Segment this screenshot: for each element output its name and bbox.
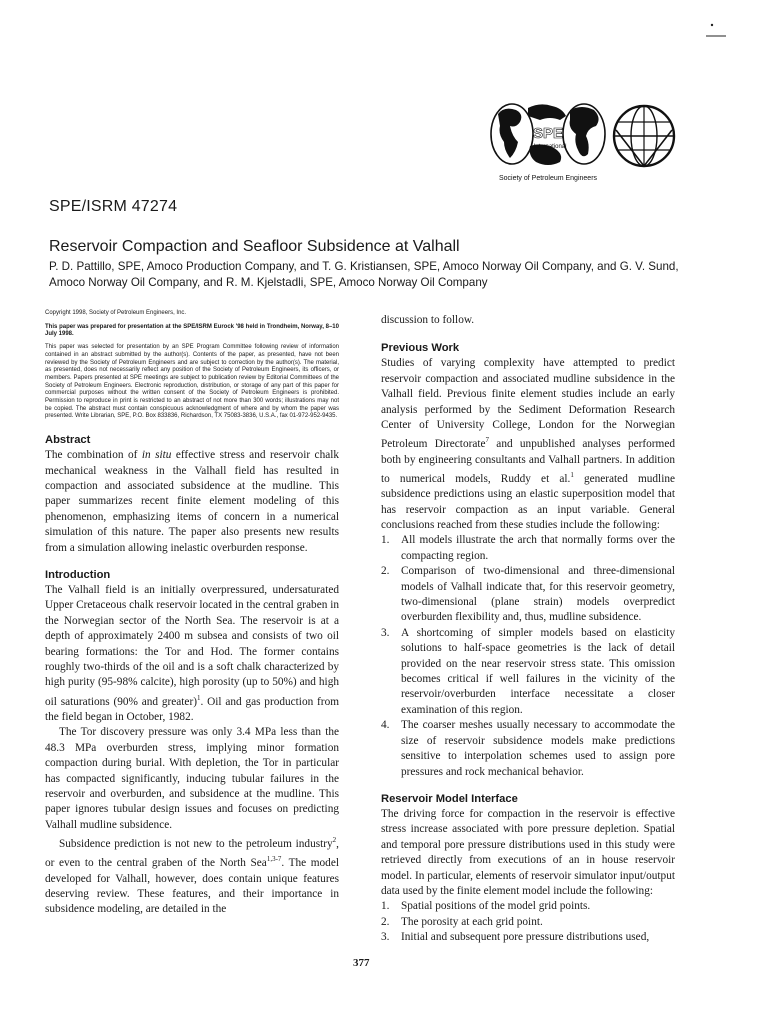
left-column [45,310,339,918]
previous-work-paragraph: Studies of varying complexity have attempted to predict reservoir compaction and associated mudline subsidence in the Valhall field. Previous finite element studies include an early analysis performed by the Sediment Deformation Research Center of University College, London for the Norwegian Petroleum Directorate$^7$ and unpublished analyses performed both by engineering consultants and Valhall partners. In addition to numerical models, Ruddy et al.$^1$ generated mudline subsidence predictions using an elastic superposition model that has reservoir compaction as an input variable. General conclusions reached from these studies include the following: [381,357,676,531]
eurock-globe-logo [610,100,678,176]
previous-work-list [381,533,675,780]
introduction-heading: Introduction [45,568,111,581]
list-item: 1. Spatial positions of the model grid points. [381,900,591,913]
discussion-continuation: discussion to follow. [381,314,475,326]
list-item: 3. Initial and subsequent pore pressure distributions used, [381,931,650,944]
list-item: 1. All models illustrate the arch that normally forms over the compacting region. [381,534,675,562]
list-item: 3. A shortcoming of simpler models based on elasticity solutions to half-space geometries is the lack of detail provided on the near reservoir stress state. This omission becomes critical if well failures in the vicinity of the reservoir/overburden interface necessitate a closer examination of this region. [381,626,675,716]
list-item: 2. Comparison of two-dimensional and three-dimensional models of Valhall indicate that, for this reservoir geometry, two-dimensional (plane strain) models overpredict overburden flexibility and, thus, mudline subsidence. [381,565,675,624]
reservoir-model-interface-heading: Reservoir Model Interface [381,792,518,805]
spe-logo [490,98,606,182]
copyright-notice: Copyright 1998, Society of Petroleum Engineers, Inc. [45,310,187,316]
spe-logo-caption: Society of Petroleum Engineers [498,175,598,182]
list-item: 2. The porosity at each grid point. [381,915,543,928]
spe-wordmark: SPE [532,125,564,142]
presentation-notice: This paper was prepared for presentation at the SPE/ISRM Eurock '98 held in Trondheim, Norway, 8–10 July 1998. [45,323,339,338]
introduction-paragraph-3: Subsidence prediction is not new to the petroleum industry$^2$, or even to the central graben of the North Sea$^{1,3-7}$. The model developed for Valhall, however, does contain unique features deserving review. These features, and their importance in subsidence modeling, are detailed in the [45,836,339,916]
spe-world-map-icon [490,98,606,172]
spe-international-label: International [533,144,567,150]
previous-work-heading: Previous Work [381,342,460,355]
scan-mark-top-right [700,22,740,42]
list-item: 4. The coarser meshes usually necessary to accommodate the size of reservoir subsidence models make predictions sensitive to interpolation schemes used to assign pore pressures and rock mechanical behavior. [381,719,675,778]
globe-icon [610,100,678,176]
introduction-paragraph-1: The Valhall field is an initially overpressured, undersaturated Upper Cretaceous chalk reservoir located in the central graben in the Norwegian sector of the North Sea. The reservoir is at a depth of approximately 2400 m subsea and consists of two oil bearing formations: the Tor and Hod. The former contains roughly two-thirds of the oil and is a soft chalk characterized by high purity (95-98% calcite), high porosity (up to 50%) and high oil saturations (90% and greater)$^1$. Oil and gas production from the field began in October, 1982. [45,583,340,723]
page-number: 377 [353,957,370,969]
abstract-text: The combination of in situ effective stress and reservoir chalk mechanical weakness in the Valhall field has resulted in compaction and associated subsidence at the mudline. This paper summarizes recent finite element modeling of this phenomenon, emphasizing items of concern in a numerical simulation of this nature. The paper also presents new results from a simulation allowing inelastic overburden response. [45,449,340,554]
selection-notice: This paper was selected for presentation by an SPE Program Committee following review of information contained in an abstract submitted by the author(s). Contents of the paper, as presented, have not been reviewed by the Society of Petroleum Engineers and are subject to correction by the author(s). The material, as presented, does not necessarily reflect any position of the Society of Petroleum Engineers, its officers, or members. Papers presented at SPE meetings are subject to publication review by Editorial Committees of the Society of Petroleum Engineers. Electronic reproduction, distribution, or storage of any part of this paper for commercial purposes without the written consent of the Society of Petroleum Engineers is prohibited. Permission to reproduce in print is restricted to an abstract of not more than 300 words; illustrations may not be copied. The abstract must contain conspicuous acknowledgment of where and by whom the paper was presented. Write Librarian, SPE, P.O. Box 833836, Richardson, TX 75083-3836, U.S.A., fax 01-972-952-9435. [45,344,339,420]
abstract-heading: Abstract [45,434,91,447]
reservoir-model-interface-list [381,899,675,945]
right-column [381,313,675,946]
introduction-paragraph-2: The Tor discovery pressure was only 3.4 MPa less than the 48.3 MPa overburden stress, implying minor formation compaction during burial. With depletion, the Tor in particular has compacted significantly, inducing tubular failures in the reservoir and overburden, and subsidence at the mudline. This paper ignores tubular design issues and focuses on predicting Valhall mudline subsidence. [45,726,339,831]
paper-number: SPE/ISRM 47274 [49,198,178,215]
paper-title: Reservoir Compaction and Seafloor Subsidence at Valhall [49,238,460,255]
reservoir-model-interface-paragraph: The driving force for compaction in the reservoir is effective stress increase associated with pore pressure depletion. Spatial and temporal pore pressure distributions used in this study were retrieved directly from executions of an in house reservoir model. In particular, elements of reservoir simulator input/output data used by the finite element model include the following: [381,807,675,897]
paper-authors: P. D. Pattillo, SPE, Amoco Production Company, and T. G. Kristiansen, SPE, Amoco Norway Oil Company, and G. V. Sund, Amoco Norway Oil Company, and R. M. Kjelstadli, SPE, Amoco Norway Oil Company [49,260,679,289]
